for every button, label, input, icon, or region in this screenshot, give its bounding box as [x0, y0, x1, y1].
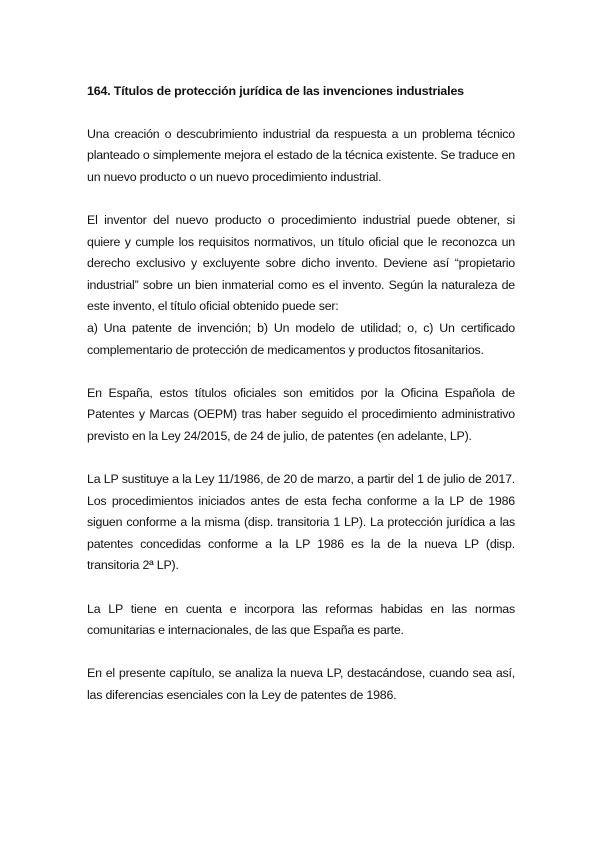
paragraph-2: El inventor del nuevo producto o procedimiento industrial puede obtener, si quiere y cumple los requisitos normativos, un título oficial que le reconozca un derecho exclusivo y excluyente sobre dicho invento. Deviene así “propietario industrial” sobre un bien inmaterial como es el invento. Según la naturaleza de este invento, el título oficial obtenido puede ser: [87, 212, 515, 314]
paragraph-7: En el presente capítulo, se analiza la nueva LP, destacándose, cuando sea así, las diferencias esenciales con la Ley de patentes de 1986. [87, 666, 515, 703]
paragraph-3-list: a) Una patente de invención; b) Un modelo de utilidad; o, c) Un certificado complementario de protección de medicamentos y productos fitosanitarios. [87, 320, 515, 357]
paragraph-4: En España, estos títulos oficiales son emitidos por la Oficina Española de Patentes y Marcas (OEPM) tras haber seguido el procedimiento administrativo previsto en la Ley 24/2015, de 24 de julio, de patentes (en adelante, LP). [87, 385, 515, 443]
section-title: 164. Títulos de protección jurídica de las invenciones industriales [87, 84, 464, 98]
paragraph-1: Una creación o descubrimiento industrial da respuesta a un problema técnico planteado o simplemente mejora el estado de la técnica existente. Se traduce en un nuevo producto o un nuevo procedimiento industrial. [87, 126, 515, 184]
document-body [87, 81, 515, 728]
paragraph-6: La LP tiene en cuenta e incorpora las reformas habidas en las normas comunitarias e internacionales, de las que España es parte. [87, 601, 515, 638]
paragraph-5: La LP sustituye a la Ley 11/1986, de 20 de marzo, a partir del 1 de julio de 2017. Los procedimientos iniciados antes de esta fecha conforme a la LP de 1986 siguen conforme a la misma (disp. transitoria 1 LP). La protección jurídica a las patentes concedidas conforme a la LP 1986 es la de la nueva LP (disp. transitoria 2ª LP). [87, 472, 515, 573]
